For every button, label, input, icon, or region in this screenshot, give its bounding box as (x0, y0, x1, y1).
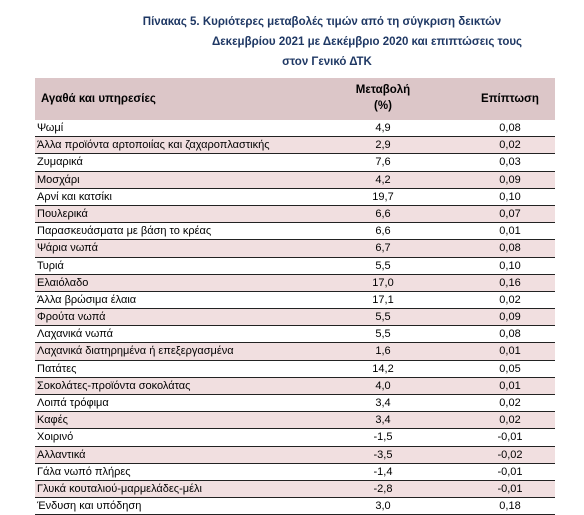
row-name: Ψωμί (37, 122, 64, 134)
table-row (35, 258, 555, 275)
row-change: 4,0 (375, 379, 391, 392)
row-name: Ελαιόλαδο (37, 276, 89, 289)
row-effect: 0,18 (499, 500, 521, 513)
row-effect: -0,01 (497, 465, 523, 478)
row-change: 17,1 (372, 293, 394, 306)
table-row (35, 309, 555, 326)
row-change: -2,8 (373, 482, 393, 495)
row-name: Πουλερικά (37, 207, 88, 220)
row-change: 3,0 (375, 500, 391, 513)
row-effect: 0,10 (499, 259, 521, 272)
row-change: 17,0 (372, 276, 394, 289)
row-effect: 0,08 (499, 242, 521, 255)
header-goods: Αγαθά και υπηρεσίες (41, 93, 156, 105)
row-name: Αλλαντικά (37, 448, 86, 461)
row-effect: -0,01 (497, 431, 523, 444)
row-change: -1,4 (373, 465, 393, 478)
row-effect: 0,08 (499, 328, 521, 341)
row-name: Λαχανικά διατηρημένα ή επεξεργασμένα (37, 345, 234, 358)
row-change: 3,4 (375, 414, 391, 427)
header-change-label: Μεταβολή (355, 84, 411, 96)
row-name: Τυριά (37, 259, 64, 272)
table-row (35, 206, 555, 223)
row-change: 6,6 (375, 207, 391, 220)
table-row (35, 447, 555, 464)
table-row (35, 343, 555, 360)
row-effect: 0,16 (499, 276, 521, 289)
row-change: 14,2 (372, 362, 394, 375)
header-effect: Επίπτωση (481, 93, 539, 105)
row-effect: 0,02 (499, 414, 521, 427)
table-row (35, 172, 555, 189)
row-effect: 0,01 (499, 345, 521, 358)
row-effect: 0,02 (499, 397, 521, 409)
table-row (35, 223, 555, 240)
header-change (353, 82, 413, 114)
row-effect: 0,09 (499, 311, 521, 324)
row-change: 3,4 (375, 397, 391, 409)
row-name: Μοσχάρι (37, 173, 80, 186)
row-change: 6,6 (375, 225, 391, 238)
row-name: Παρασκευάσματα με βάση το κρέας (37, 225, 212, 238)
row-name: Λαχανικά νωπά (37, 328, 113, 341)
table-row (35, 292, 555, 309)
table-body (35, 120, 555, 515)
row-change: 5,5 (375, 311, 391, 324)
row-effect: 0,05 (499, 362, 521, 375)
row-name: Πατάτες (37, 362, 77, 375)
row-change: 4,9 (375, 122, 391, 134)
row-effect: 0,01 (499, 225, 521, 238)
table-row (35, 154, 555, 171)
row-effect: 0,02 (499, 293, 521, 306)
row-change: 1,6 (375, 345, 391, 358)
title-line-2: Δεκεμβρίου 2021 με Δεκέμβριο 2020 και επιπτώσεις τους (211, 36, 523, 48)
header-change-unit: (%) (374, 100, 392, 112)
row-change: 2,9 (375, 139, 391, 152)
table-row (35, 429, 555, 446)
row-effect: 0,03 (499, 156, 521, 169)
table-row (35, 412, 555, 429)
row-effect: 0,02 (499, 139, 521, 152)
table-row (35, 464, 555, 481)
row-effect: 0,09 (499, 173, 521, 186)
table-row (35, 378, 555, 395)
row-change: -3,5 (373, 448, 393, 461)
table-row (35, 240, 555, 257)
table-row (35, 361, 555, 378)
title-line-1: Πίνακας 5. Κυριότερες μεταβολές τιμών από τη σύγκριση δεικτών (142, 16, 502, 28)
row-effect: -0,01 (497, 482, 523, 495)
row-effect: 0,10 (499, 190, 521, 203)
table-title (0, 12, 584, 72)
row-name: Αρνί και κατσίκι (37, 190, 112, 203)
row-name: Φρούτα νωπά (37, 311, 106, 324)
row-change: 5,5 (375, 328, 391, 341)
table-row (35, 189, 555, 206)
table-row (35, 326, 555, 343)
table-header (35, 78, 555, 120)
row-effect: 0,07 (499, 207, 521, 220)
table-row (35, 498, 555, 515)
row-name: Άλλα προϊόντα αρτοποιίας και ζαχαροπλαστικής (37, 139, 270, 152)
row-name: Ένδυση και υπόδηση (37, 500, 142, 513)
row-change: 5,5 (375, 259, 391, 272)
table-row (35, 481, 555, 498)
row-change: 6,7 (375, 242, 391, 255)
title-line-3: στον Γενικό ΔΤΚ (282, 56, 372, 68)
row-name: Άλλα βρώσιμα έλαια (37, 293, 137, 306)
row-effect: 0,01 (499, 379, 521, 392)
row-name: Σοκολάτες-προϊόντα σοκολάτας (37, 379, 191, 392)
row-name: Ψάρια νωπά (37, 242, 98, 255)
row-change: 7,6 (375, 156, 391, 169)
table-row (35, 275, 555, 292)
row-change: -1,5 (373, 431, 393, 444)
row-name: Χοιρινό (37, 431, 74, 444)
table-row (35, 120, 555, 137)
row-name: Ζυμαρικά (37, 156, 83, 169)
row-name: Καφές (37, 414, 68, 427)
table-row (35, 137, 555, 154)
row-effect: 0,08 (499, 122, 521, 134)
row-name: Λοιπά τρόφιμα (37, 397, 109, 409)
table-row (35, 395, 555, 412)
row-effect: -0,02 (497, 448, 523, 461)
row-name: Γλυκά κουταλιού-μαρμελάδες-μέλι (37, 482, 202, 495)
row-change: 19,7 (372, 190, 394, 203)
row-name: Γάλα νωπό πλήρες (37, 465, 131, 478)
row-change: 4,2 (375, 173, 391, 186)
